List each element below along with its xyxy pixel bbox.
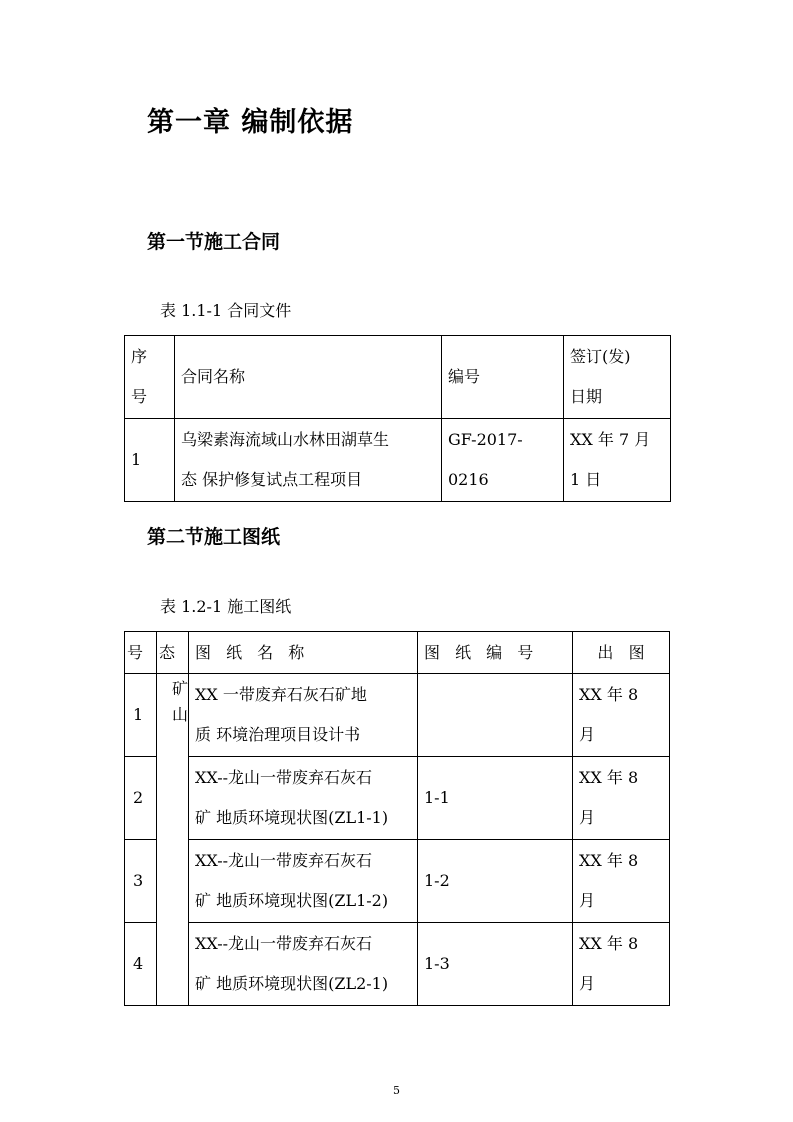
table-caption-drawings: 表 1.2-1 施工图纸 [160, 597, 292, 616]
row-date-line1: XX 年 8 [579, 934, 639, 953]
row-drawing-name [189, 674, 418, 757]
header-seq-line2: 号 [131, 387, 148, 406]
header-state: 态 [157, 632, 189, 674]
row-seq: 3 [125, 840, 157, 923]
row-date-line1: XX 年 8 [579, 851, 639, 870]
row-seq: 1 [125, 674, 157, 757]
table-row [125, 757, 670, 840]
row-date-line2: 月 [579, 725, 596, 744]
row-date-line1: XX 年 7 月 [570, 430, 651, 449]
header-date-line1: 签订(发) [570, 347, 631, 366]
row-drawing-number: 1-2 [418, 840, 573, 923]
contract-table [124, 335, 671, 502]
page-number: 5 [393, 1084, 400, 1097]
row-drawing-number: 1-3 [418, 923, 573, 1006]
table-row [125, 674, 670, 757]
row-issue-date [573, 674, 670, 757]
chapter-title: 第一章 编制依据 [147, 107, 354, 138]
header-sign-date [564, 336, 671, 419]
row-number-line2: 0216 [448, 470, 489, 489]
table-caption-contract: 表 1.1-1 合同文件 [160, 301, 292, 320]
row-seq: 1 [125, 419, 175, 502]
header-drawing-name [189, 632, 418, 674]
header-drawing-name-text: 图 纸 名 称 [195, 642, 310, 662]
row-date-line1: XX 年 8 [579, 768, 639, 787]
section-title-contract: 第一节施工合同 [147, 231, 281, 253]
row-name-line1: XX--龙山一带废弃石灰石 [195, 851, 373, 870]
header-contract-name: 合同名称 [175, 336, 442, 419]
row-date-line2: 1 日 [570, 470, 602, 489]
row-drawing-number [418, 674, 573, 757]
header-seq [125, 336, 175, 419]
table-row [125, 419, 671, 502]
row-date-line1: XX 年 8 [579, 685, 639, 704]
row-seq: 4 [125, 923, 157, 1006]
header-seq: 号 [125, 632, 157, 674]
row-sign-date [564, 419, 671, 502]
row-seq: 2 [125, 757, 157, 840]
table-header-row [125, 336, 671, 419]
header-date-line2: 日期 [570, 387, 603, 406]
row-drawing-name [189, 757, 418, 840]
row-name-line1: XX 一带废弃石灰石矿地 [195, 685, 367, 704]
row-drawing-name [189, 923, 418, 1006]
table-row [125, 923, 670, 1006]
row-name-line2: 态 保护修复试点工程项目 [181, 470, 363, 489]
row-issue-date [573, 840, 670, 923]
row-name-line2: 矿 地质环境现状图(ZL1-2) [195, 891, 389, 910]
row-issue-date [573, 757, 670, 840]
row-number-line1: GF-2017- [448, 430, 523, 449]
row-contract-number [442, 419, 564, 502]
row-name-line1: 乌梁素海流域山水林田湖草生 [181, 430, 390, 449]
row-drawing-name [189, 840, 418, 923]
row-name-line1: XX--龙山一带废弃石灰石 [195, 934, 373, 953]
row-issue-date [573, 923, 670, 1006]
row-contract-name [175, 419, 442, 502]
header-drawing-number-text: 图 纸 编 号 [424, 642, 539, 662]
row-drawing-number: 1-1 [418, 757, 573, 840]
header-drawing-number [418, 632, 573, 674]
drawings-table [124, 631, 670, 1006]
row-name-line2: 质 环境治理项目设计书 [195, 725, 361, 744]
section-title-drawings: 第二节施工图纸 [147, 526, 281, 548]
state-cell [157, 674, 189, 1006]
row-date-line2: 月 [579, 891, 596, 910]
state-label-line1: 矿 [171, 679, 188, 698]
table-row [125, 840, 670, 923]
header-issue-date: 出 图 [573, 632, 670, 674]
row-name-line2: 矿 地质环境现状图(ZL2-1) [195, 974, 389, 993]
header-seq-line1: 序 [131, 347, 148, 366]
row-name-line2: 矿 地质环境现状图(ZL1-1) [195, 808, 389, 827]
row-date-line2: 月 [579, 808, 596, 827]
row-date-line2: 月 [579, 974, 596, 993]
row-name-line1: XX--龙山一带废弃石灰石 [195, 768, 373, 787]
table-header-row [125, 632, 670, 674]
header-contract-number: 编号 [442, 336, 564, 419]
state-label-line2: 山 [171, 705, 188, 724]
state-label [157, 674, 188, 728]
